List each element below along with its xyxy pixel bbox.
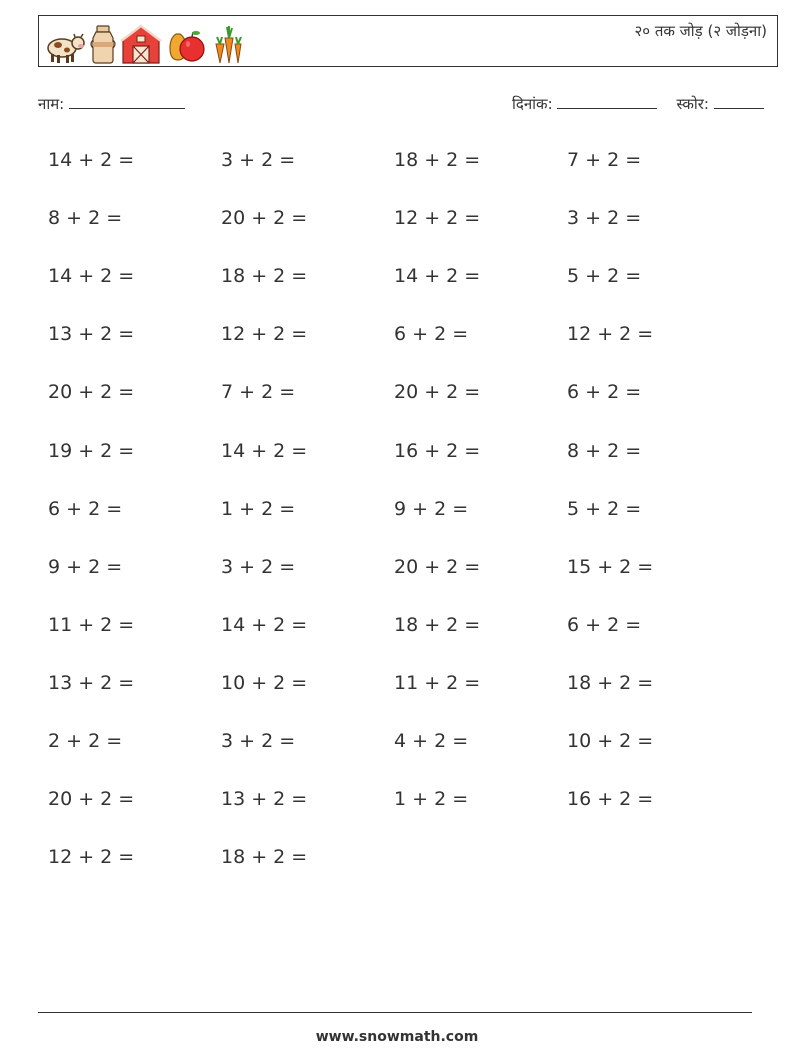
addition-problem: 11 + 2 = (48, 614, 135, 636)
addition-problem: 18 + 2 = (567, 672, 654, 694)
worksheet-header (38, 15, 778, 67)
addition-problem: 2 + 2 = (48, 730, 123, 752)
addition-problem: 9 + 2 = (48, 556, 123, 578)
addition-problem: 3 + 2 = (221, 730, 296, 752)
addition-problem: 12 + 2 = (394, 207, 481, 229)
header-icons (42, 20, 246, 64)
addition-problem: 12 + 2 = (567, 323, 654, 345)
addition-problem: 6 + 2 = (394, 323, 469, 345)
addition-problem: 12 + 2 = (48, 846, 135, 868)
addition-problem: 14 + 2 = (221, 440, 308, 462)
addition-problem: 12 + 2 = (221, 323, 308, 345)
addition-problem: 8 + 2 = (567, 440, 642, 462)
addition-problem: 18 + 2 = (221, 846, 308, 868)
addition-problem: 20 + 2 = (48, 381, 135, 403)
name-field (38, 93, 185, 114)
addition-problem: 20 + 2 = (394, 381, 481, 403)
worksheet-title: २० तक जोड़ (२ जोड़ना) (634, 22, 767, 40)
addition-problem: 4 + 2 = (394, 730, 469, 752)
addition-problem: 7 + 2 = (221, 381, 296, 403)
addition-problem: 8 + 2 = (48, 207, 123, 229)
addition-problem: 11 + 2 = (394, 672, 481, 694)
milk-can-icon (88, 24, 118, 64)
addition-problem: 13 + 2 = (48, 672, 135, 694)
addition-problem: 15 + 2 = (567, 556, 654, 578)
addition-problem: 20 + 2 = (48, 788, 135, 810)
addition-problem: 16 + 2 = (567, 788, 654, 810)
addition-problem: 13 + 2 = (48, 323, 135, 345)
addition-problem: 18 + 2 = (221, 265, 308, 287)
addition-problem: 14 + 2 = (48, 265, 135, 287)
addition-problem: 3 + 2 = (221, 556, 296, 578)
addition-problem: 14 + 2 = (48, 149, 135, 171)
cow-icon (42, 32, 86, 64)
addition-problem: 5 + 2 = (567, 498, 642, 520)
carrots-icon (208, 24, 246, 64)
addition-problem: 13 + 2 = (221, 788, 308, 810)
footer-divider (38, 1012, 752, 1013)
addition-problem: 16 + 2 = (394, 440, 481, 462)
addition-problem: 1 + 2 = (221, 498, 296, 520)
addition-problem: 1 + 2 = (394, 788, 469, 810)
addition-problem: 14 + 2 = (221, 614, 308, 636)
addition-problem: 18 + 2 = (394, 614, 481, 636)
addition-problem: 5 + 2 = (567, 265, 642, 287)
addition-problem: 18 + 2 = (394, 149, 481, 171)
addition-problem: 10 + 2 = (221, 672, 308, 694)
date-label: दिनांक: (512, 95, 553, 113)
addition-problem: 9 + 2 = (394, 498, 469, 520)
addition-problem: 3 + 2 = (567, 207, 642, 229)
date-score-field (512, 93, 764, 114)
addition-problem: 20 + 2 = (221, 207, 308, 229)
date-blank-line[interactable] (557, 93, 657, 109)
addition-problem: 10 + 2 = (567, 730, 654, 752)
addition-problem: 20 + 2 = (394, 556, 481, 578)
fruits-icon (164, 24, 206, 64)
addition-problem: 7 + 2 = (567, 149, 642, 171)
addition-problem: 14 + 2 = (394, 265, 481, 287)
score-label: स्कोर: (676, 95, 709, 113)
addition-problem: 3 + 2 = (221, 149, 296, 171)
addition-problem: 6 + 2 = (567, 381, 642, 403)
addition-problem: 6 + 2 = (567, 614, 642, 636)
footer-website: www.snowmath.com (315, 1029, 479, 1045)
name-label: नाम: (38, 95, 65, 113)
name-blank-line[interactable] (69, 93, 185, 109)
score-blank-line[interactable] (714, 93, 764, 109)
barn-icon (120, 24, 162, 64)
addition-problem: 19 + 2 = (48, 440, 135, 462)
addition-problem: 6 + 2 = (48, 498, 123, 520)
